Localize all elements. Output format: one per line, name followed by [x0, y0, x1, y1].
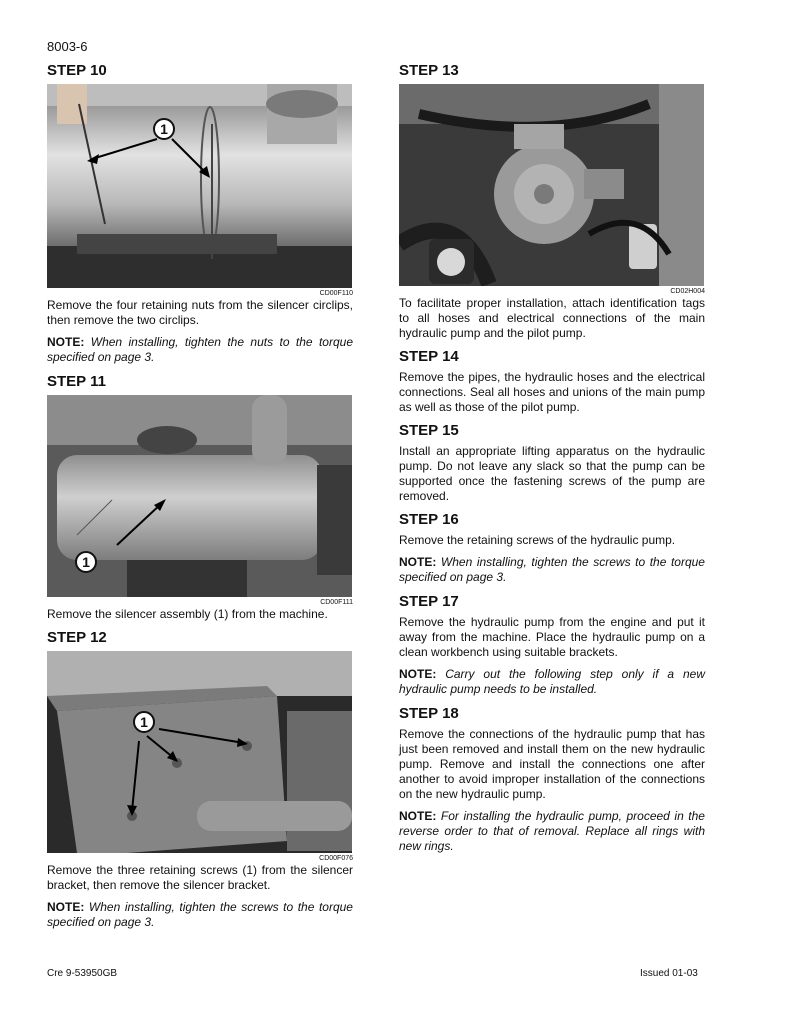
- step-18-heading: STEP 18: [399, 705, 459, 722]
- note-label: NOTE:: [399, 555, 437, 569]
- step-13-photo: [399, 84, 704, 286]
- step-16-note: [399, 555, 705, 585]
- step-11-text: Remove the silencer assembly (1) from the machine.: [47, 607, 328, 621]
- step-16-heading: STEP 16: [399, 511, 459, 528]
- step-15-text: Install an appropriate lifting apparatus on the hydraulic pump. Do not leave any slack so that the pump can be supported once the fastening screws of the pump are removed.: [399, 444, 705, 503]
- step-12-photo: [47, 651, 352, 853]
- step-14-heading: STEP 14: [399, 348, 459, 365]
- step-12-note: [47, 900, 353, 930]
- footer-document-code: Cre 9-53950GB: [47, 968, 118, 979]
- step-13-heading: STEP 13: [399, 62, 459, 79]
- note-text: When installing, tighten the nuts to the torque specified on page 3.: [47, 335, 353, 364]
- note-label: NOTE:: [399, 667, 437, 681]
- step-10-text: Remove the four retaining nuts from the silencer circlips, then remove the two circlips.: [47, 298, 353, 327]
- figure-id: CD02H004: [670, 288, 705, 295]
- step-12-text: Remove the three retaining screws (1) from the silencer bracket, then remove the silencer bracket.: [47, 863, 353, 892]
- callout-1: 1: [153, 118, 175, 140]
- left-column: [47, 62, 353, 938]
- step-17-heading: STEP 17: [399, 593, 459, 610]
- step-18-note: [399, 809, 705, 854]
- page-number: 8003-6: [47, 39, 88, 54]
- step-17-note: [399, 667, 705, 697]
- figure-id: CD00F076: [319, 855, 353, 862]
- right-column: [399, 62, 705, 862]
- step-16-text: Remove the retaining screws of the hydraulic pump.: [399, 533, 676, 547]
- note-text: For installing the hydraulic pump, proceed in the reverse order to that of removal. Replace all rings with new rings.: [399, 809, 705, 853]
- note-text: Carry out the following step only if a new hydraulic pump needs to be installed.: [399, 667, 705, 696]
- step-11-photo: [47, 395, 352, 597]
- step-12-heading: STEP 12: [47, 629, 107, 646]
- step-10-photo: [47, 84, 352, 288]
- step-15-heading: STEP 15: [399, 422, 459, 439]
- note-text: When installing, tighten the screws to the torque specified on page 3.: [47, 900, 353, 929]
- step-18-text: Remove the connections of the hydraulic pump that has just been removed and install them on the new hydraulic pump. Remove and install the connections one after another to avoid improper installation of the connections on the new hydraulic pump.: [399, 727, 705, 801]
- step-10-heading: STEP 10: [47, 62, 107, 79]
- note-text: When installing, tighten the screws to the torque specified on page 3.: [399, 555, 705, 584]
- figure-id: CD00F111: [320, 599, 353, 606]
- note-label: NOTE:: [47, 900, 85, 914]
- figure-id: CD00F110: [319, 290, 353, 297]
- footer-issue-date: Issued 01-03: [640, 968, 698, 979]
- note-label: NOTE:: [47, 335, 85, 349]
- step-11-heading: STEP 11: [47, 373, 106, 390]
- step-14-text: Remove the pipes, the hydraulic hoses and the electrical connections. Seal all hoses and unions of the main pump as well as those of the pilot pump.: [399, 370, 705, 414]
- note-label: NOTE:: [399, 809, 437, 823]
- callout-1: 1: [133, 711, 155, 733]
- step-13-text: To facilitate proper installation, attach identification tags to all hoses and electrical connections of the main hydraulic pump and the pilot pump.: [399, 296, 705, 340]
- step-17-text: Remove the hydraulic pump from the engine and put it away from the machine. Place the hydraulic pump on a clean workbench using suitable brackets.: [399, 615, 705, 659]
- callout-1: 1: [75, 551, 97, 573]
- step-10-note: [47, 335, 353, 365]
